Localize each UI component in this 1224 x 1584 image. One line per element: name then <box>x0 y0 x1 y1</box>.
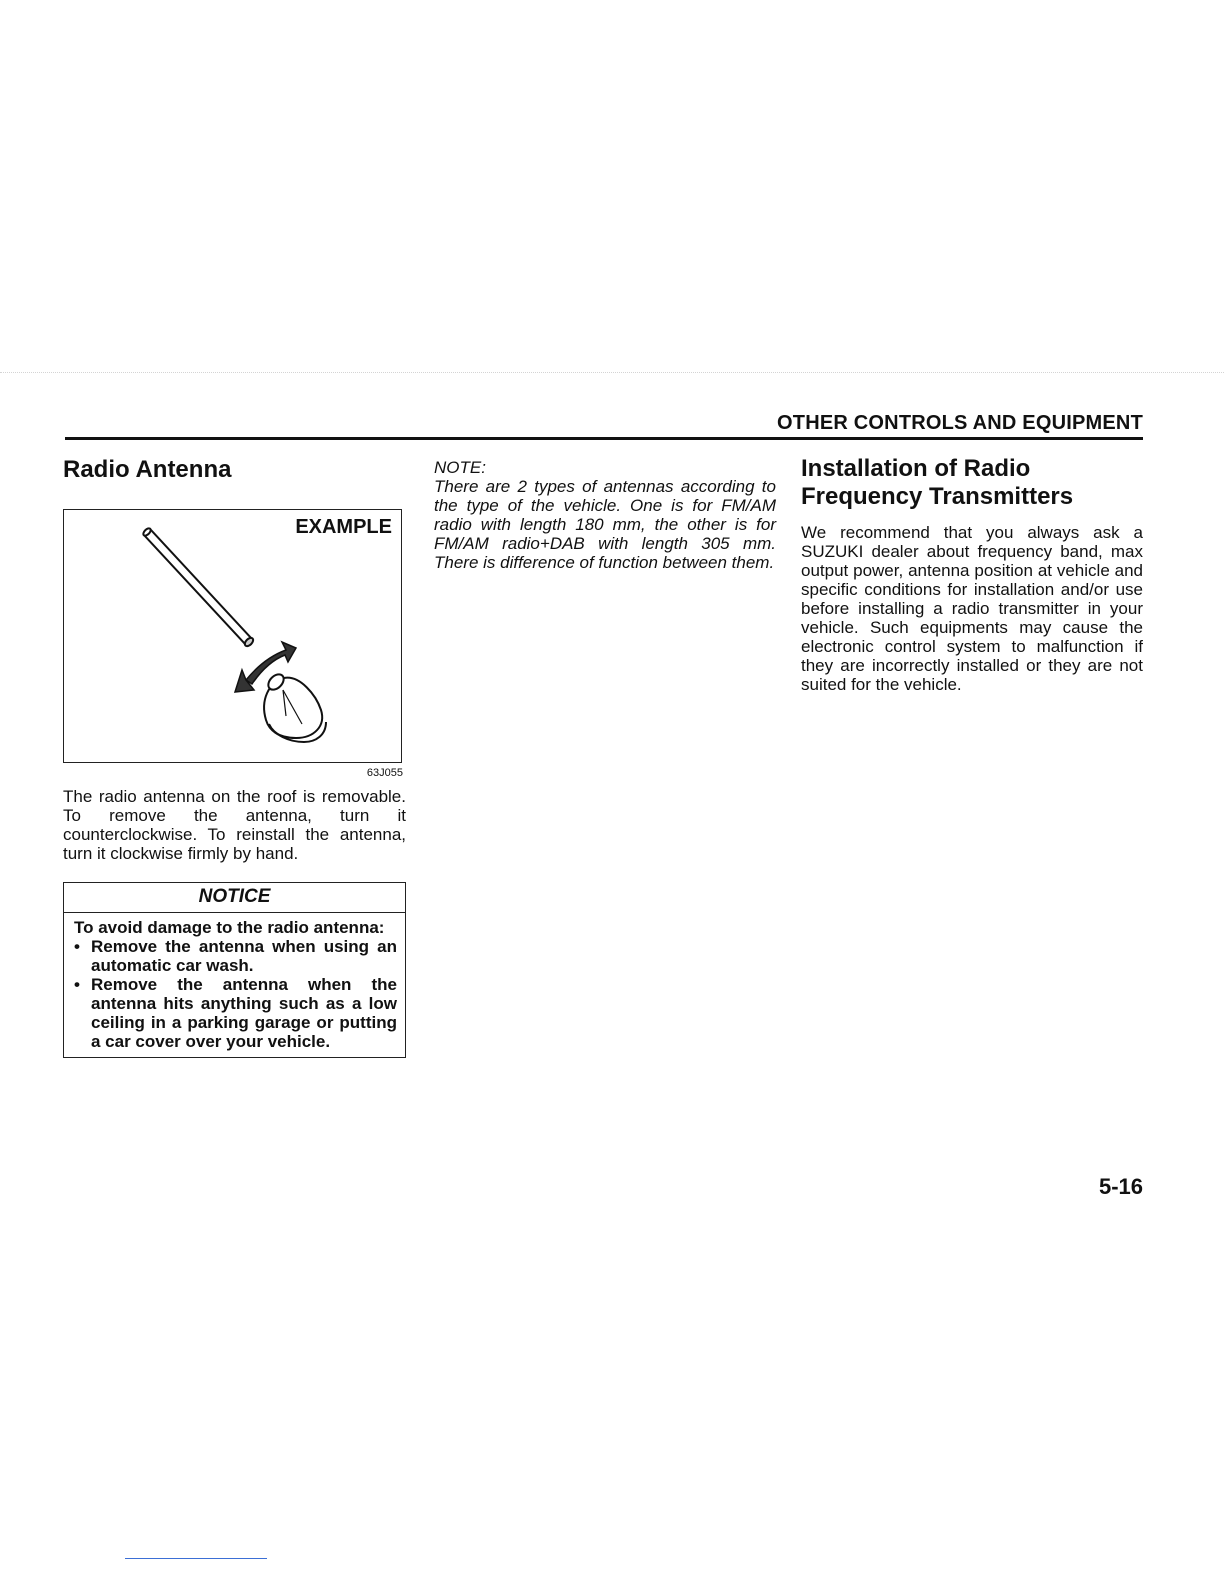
radio-antenna-heading: Radio Antenna <box>63 456 232 483</box>
notice-intro: To avoid damage to the radio antenna: <box>74 918 385 937</box>
bullet-icon: • <box>74 937 80 956</box>
footer-link-underline <box>125 1558 267 1559</box>
antenna-figure <box>63 509 402 763</box>
notice-body <box>64 913 405 1057</box>
header-rule <box>65 437 1143 440</box>
right-column <box>801 455 1143 694</box>
transmitters-heading-line2: Frequency Transmitters <box>801 483 1074 510</box>
transmitters-heading-line1: Installation of Radio <box>801 455 1031 482</box>
notice-item <box>74 937 397 975</box>
bullet-icon: • <box>74 975 80 994</box>
notice-item-text: Remove the antenna when using an automatic car wash. <box>91 937 397 975</box>
note-text: There are 2 types of antennas according to the type of the vehicle. One is for FM/AM radio with length 180 mm, the other is for FM/AM radio+DAB with length 305 mm. There is difference of function between them. <box>434 477 776 572</box>
notice-item-text: Remove the antenna when the antenna hits anything such as a low ceiling in a parking garage or putting a car cover over your vehicle. <box>91 975 397 1051</box>
section-header-title: OTHER CONTROLS AND EQUIPMENT <box>777 412 1143 434</box>
antenna-instructions: The radio antenna on the roof is removable. To remove the antenna, turn it counterclockwise. To reinstall the antenna, turn it clockwise firmly by hand. <box>63 787 406 863</box>
middle-column <box>434 458 776 572</box>
left-column <box>63 455 406 1058</box>
notice-box <box>63 882 406 1058</box>
figure-example-tag: EXAMPLE <box>295 516 392 538</box>
page-number: 5-16 <box>1098 1174 1143 1199</box>
notice-title: NOTICE <box>64 883 405 913</box>
notice-list <box>74 937 397 1051</box>
transmitters-paragraph: We recommend that you always ask a SUZUKI dealer about frequency band, max output power, antenna position at vehicle and specific conditions for installation and/or use before installing a radio transmitter in your vehicle. Such equipments may cause the electronic control system to malfunction if they are incorrectly installed or they are not suited for the vehicle. <box>801 523 1143 694</box>
note-label: NOTE: <box>434 458 486 477</box>
notice-item <box>74 975 397 1051</box>
transmitters-heading <box>801 455 1143 511</box>
scan-artifact-line <box>0 372 1224 374</box>
figure-code: 63J055 <box>366 767 403 779</box>
antenna-removal-illustration <box>64 510 400 761</box>
